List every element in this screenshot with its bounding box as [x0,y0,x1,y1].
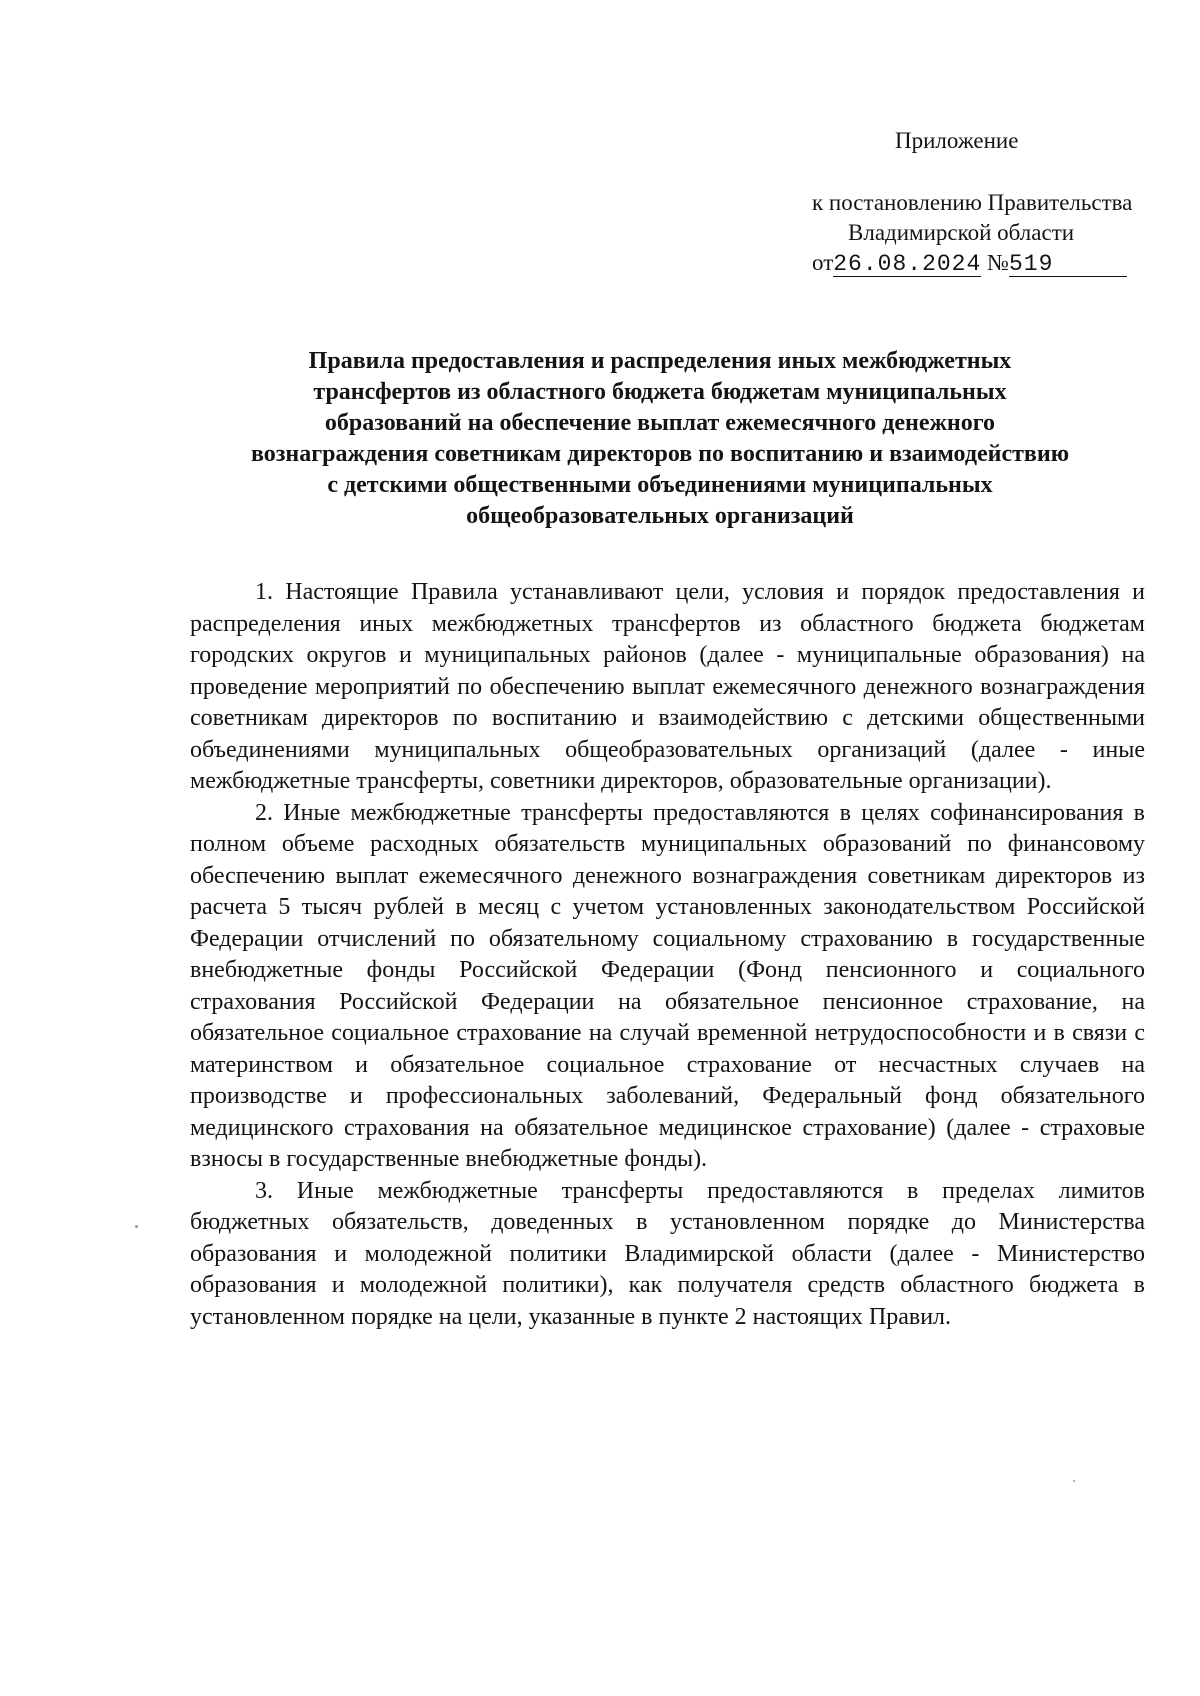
title-line: с детскими общественными объединениями муниципальных [327,472,993,498]
scan-speck [135,1225,138,1228]
document-title [190,346,1130,532]
number-prefix: № [987,250,1009,275]
title-line: образований на обеспечение выплат ежемесячного денежного [324,410,996,436]
resolution-date: 26.08.2024 [833,251,982,277]
title-line: общеобразовательных организаций [466,503,854,529]
paragraph-3: 3. Иные межбюджетные трансферты предоставляются в пределах лимитов бюджетных обязательств, доведенных в установленном порядке до Министерства образования и молодежной политики Владимирской области (далее - Министерство образования и молодежной политики), как получателя средств областного бюджета в установленном порядке на цели, указанные в пункте 2 настоящих Правил. [190,1177,1145,1330]
scan-speck [1073,1480,1075,1482]
title-line: Правила предоставления и распределения иных межбюджетных [308,348,1012,374]
appendix-label: Приложение [895,128,1019,153]
title-line: вознаграждения советникам директоров по воспитанию и взаимодействию [250,441,1070,467]
paragraph-2: 2. Иные межбюджетные трансферты предоставляются в целях софинансирования в полном объеме расходных обязательств муниципальных образований по финансовому обеспечению выплат ежемесячного денежного вознаграждения советникам директоров из расчета 5 тысяч рублей в месяц с учетом установленных законодательством Российской Федерации отчислений по обязательному социальному страхованию в государственные внебюджетные фонды Российской Федерации (Фонд пенсионного и социального страхования Российской Федерации на обязательное пенсионное страхование, на обязательное социальное страхование на случай временной нетрудоспособности и в связи с материнством и обязательное социальное страхование от несчастных случаев на производстве и профессиональных заболеваний, Федеральный фонд обязательного медицинского страхования на обязательное медицинское страхование) (далее - страховые взносы в государственные внебюджетные фонды). [190,799,1145,1172]
resolution-line-2: Владимирской области [848,220,1075,245]
resolution-date-number [812,248,1127,278]
resolution-line-1: к постановлению Правительства [812,190,1133,215]
date-prefix: от [812,250,834,275]
paragraph-1: 1. Настоящие Правила устанавливают цели, условия и порядок предоставления и распределения иных межбюджетных трансфертов из областного бюджета бюджетам городских округов и муниципальных районов (далее - муниципальные образования) на проведение мероприятий по обеспечению выплат ежемесячного денежного вознаграждения советникам директоров по воспитанию и взаимодействию с детскими общественными объединениями муниципальных общеобразовательных организаций (далее - иные межбюджетные трансферты, советники директоров, образовательные организации). [190,579,1145,794]
document-body [190,577,1145,1333]
resolution-number: 519 [1009,252,1127,277]
title-line: трансфертов из областного бюджета бюджетам муниципальных [313,379,1007,405]
